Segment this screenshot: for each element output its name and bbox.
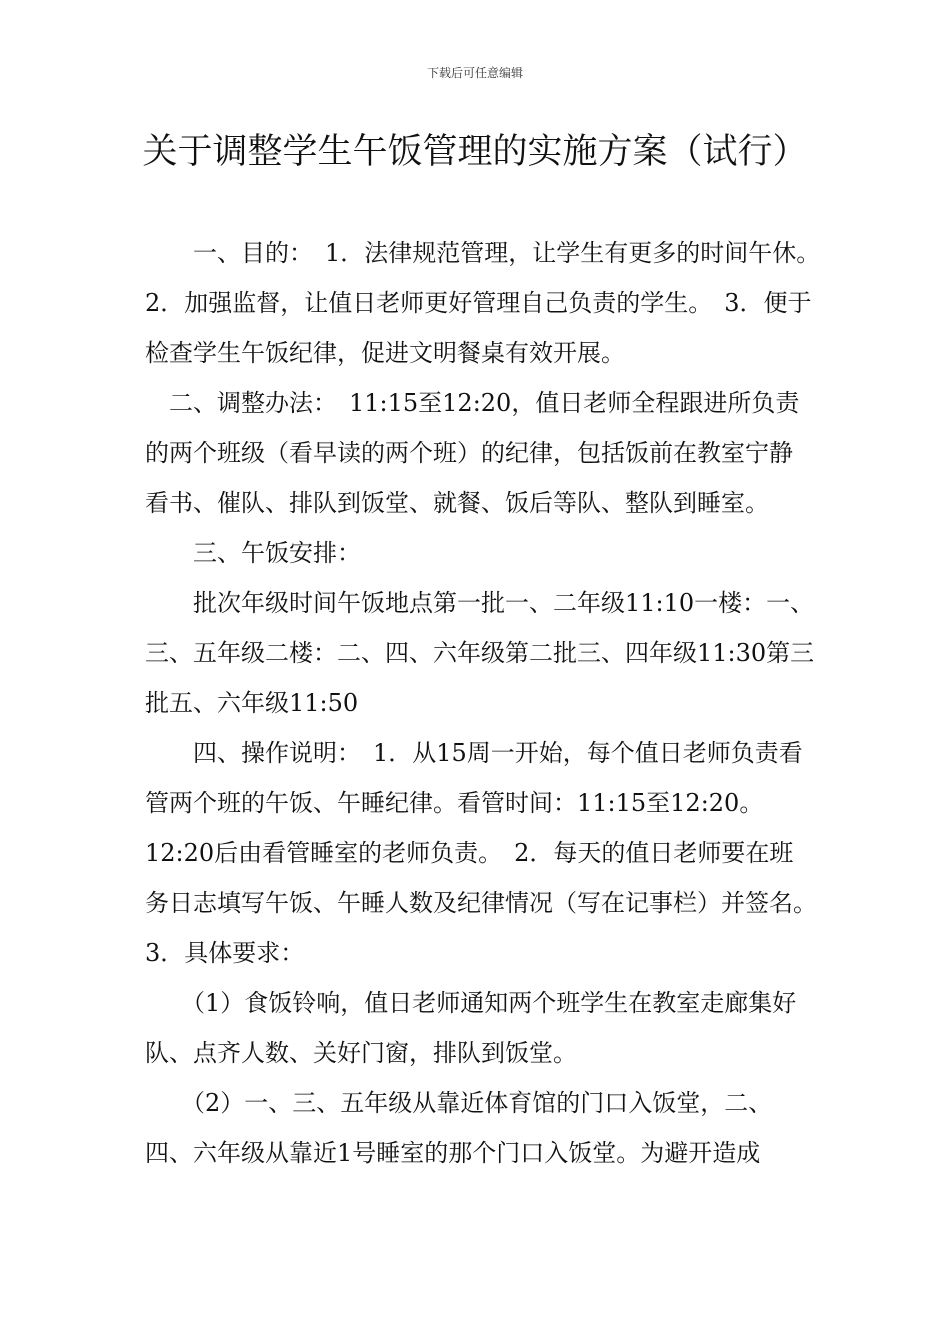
- paragraph-lunch-schedule: 批次年级时间午饭地点第一批一、二年级11:10一楼：一、三、五年级二楼：二、四、六年级第二批三、四年级11:30第三批五、六年级11:50: [145, 589, 815, 717]
- paragraph-lunch-arrangement-heading: 三、午饭安排：: [145, 539, 361, 567]
- header-note: 下载后可任意编辑: [426, 66, 523, 80]
- paragraph-requirement-2: （2）一、三、五年级从靠近体育馆的门口入饭堂，二、四、六年级从靠近1号睡室的那个门口入饭堂。为避开造成: [145, 1089, 773, 1167]
- document-body: [145, 228, 833, 1178]
- paragraph-requirement-1: （1）食饭铃响，值日老师通知两个班学生在教室走廊集好队、点齐人数、关好门窗，排队到饭堂。: [145, 989, 797, 1067]
- paragraph-purpose: 一、目的： 1．法律规范管理，让学生有更多的时间午休。 2．加强监督，让值日老师更好管理自己负责的学生。 3．便于检查学生午饭纪律，促进文明餐桌有效开展。: [145, 239, 833, 367]
- paragraph-operation-instructions: 四、操作说明： 1．从15周一开始，每个值日老师负责看管两个班的午饭、午睡纪律。看管时间：11:15至12:20。12:20后由看管睡室的老师负责。 2．每天的值日老师要在班务日志填写午饭、午睡人数及纪律情况（写在记事栏）并签名。 3．具体要求：: [145, 739, 829, 967]
- paragraph-adjustment-method: 二、调整办法： 11:15至12:20，值日老师全程跟进所负责的两个班级（看早读的两个班）的纪律，包括饭前在教室宁静看书、催队、排队到饭堂、就餐、饭后等队、整队到睡室。: [145, 389, 800, 517]
- document-title: 关于调整学生午饭管理的实施方案（试行）: [142, 132, 808, 172]
